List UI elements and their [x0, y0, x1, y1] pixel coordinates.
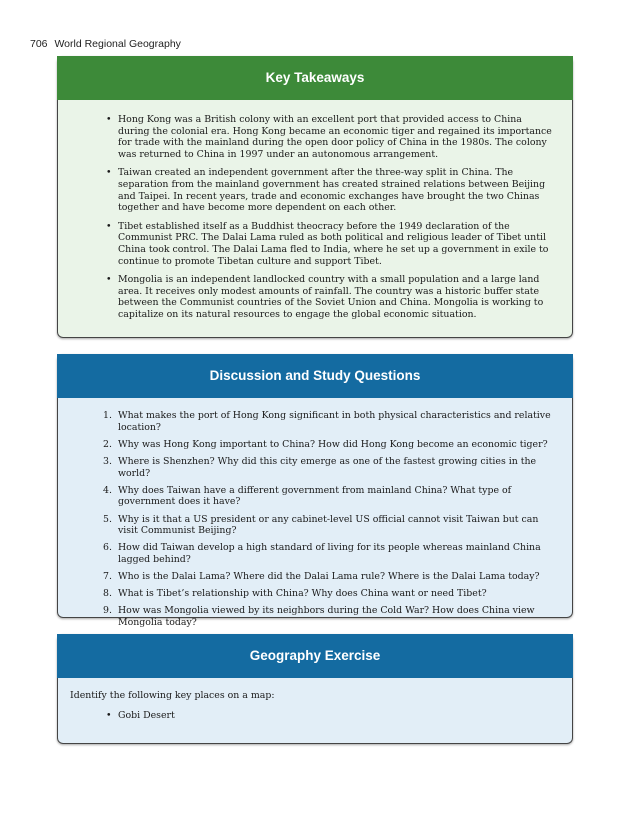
question-text: How did Taiwan develop a high standard of living for its people whereas mainland China lagged behind? [118, 542, 541, 565]
question-item [103, 542, 554, 565]
question-number: 3. [103, 455, 112, 467]
takeaway-item: • Mongolia is an independent landlocked country with a small population and a large land area. It receives only modest amounts of rainfall. The country was a historic buffer state between the Communist countries of the Soviet Union and China. Mongolia is working to capitalize on its natural resources to engage the global economic situation. [118, 274, 554, 320]
page-number: 706 [30, 38, 48, 50]
key-takeaways-title: Key Takeaways [57, 56, 573, 100]
discussion-box [57, 354, 573, 629]
question-item [103, 410, 554, 433]
question-item [103, 571, 554, 583]
question-number: 5. [103, 513, 112, 525]
question-number: 8. [103, 588, 112, 600]
question-number: 4. [103, 484, 112, 496]
takeaway-item: • Hong Kong was a British colony with an excellent port that provided access to China during the colonial era. Hong Kong became an economic tiger and regained its importance for trade with the mainland during the open door policy of China in the 1980s. The colony was returned to China in 1997 under an autonomous arrangement. [118, 114, 554, 160]
question-item [103, 438, 554, 451]
question-text: What makes the port of Hong Kong significant in both physical characteristics and relative location? [118, 410, 551, 433]
geography-exercise-body [57, 678, 573, 744]
question-item [103, 455, 554, 479]
question-number: 2. [103, 438, 112, 450]
key-takeaways-box [57, 56, 573, 338]
question-number: 9. [103, 605, 112, 617]
places-list [58, 710, 572, 721]
geography-exercise-box [57, 634, 573, 744]
question-number: 1. [103, 410, 112, 421]
question-item [103, 605, 554, 629]
key-takeaways-body [57, 100, 573, 338]
geography-exercise-title: Geography Exercise [57, 634, 573, 678]
discussion-body [57, 398, 573, 629]
questions-list [58, 410, 572, 657]
question-text: What is Tibet’s relationship with China? Why does China want or need Tibet? [118, 588, 487, 600]
question-text: Why does Taiwan have a different government from mainland China? What type of government does it have? [118, 484, 512, 508]
takeaways-list [58, 114, 572, 321]
question-text: Who is the Dalai Lama? Where did the Dalai Lama rule? Where is the Dalai Lama today? [118, 571, 540, 583]
question-item [103, 513, 554, 537]
question-item [103, 588, 554, 600]
question-number: 7. [103, 571, 112, 583]
takeaway-item: • Taiwan created an independent government after the three-way split in China. The separation from the mainland government has created strained relations between Beijing and Taipei. In recent years, trade and economic exchanges have brought the two Chinas together and have become more dependent on each other. [118, 167, 554, 213]
question-number: 6. [103, 542, 112, 554]
running-head [30, 38, 181, 50]
book-title: World Regional Geography [54, 38, 181, 50]
exercise-intro: Identify the following key places on a map: [70, 690, 275, 701]
question-text: Why is it that a US president or any cabinet-level US official cannot visit Taiwan but can visit Communist Beijing? [118, 513, 539, 537]
question-text: Why was Hong Kong important to China? How did Hong Kong become an economic tiger? [118, 438, 548, 450]
discussion-title: Discussion and Study Questions [57, 354, 573, 398]
place-item: • Gobi Desert [118, 710, 572, 721]
takeaway-item: • Tibet established itself as a Buddhist theocracy before the 1949 declaration of the Communist PRC. The Dalai Lama ruled as both political and religious leader of Tibet until China took control. The Dalai Lama fled to India, where he set up a government in exile to continue to promote Tibetan culture and support Tibet. [118, 221, 554, 267]
question-text: Where is Shenzhen? Why did this city emerge as one of the fastest growing cities in the world? [118, 455, 537, 479]
question-text: How was Mongolia viewed by its neighbors during the Cold War? How does China view Mongolia today? [118, 605, 535, 629]
question-item [103, 484, 554, 508]
